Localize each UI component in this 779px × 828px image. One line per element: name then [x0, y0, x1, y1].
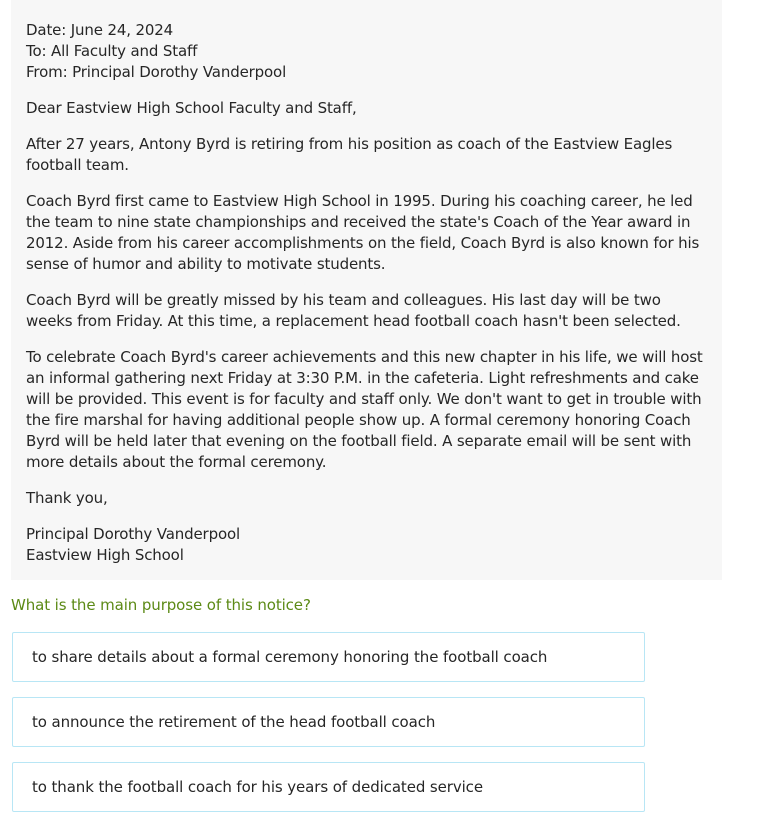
notice-passage: [11, 0, 722, 580]
notice-signature: [26, 524, 707, 566]
notice-sender: From: Principal Dorothy Vanderpool: [26, 63, 287, 81]
signature-school: Eastview High School: [26, 546, 184, 564]
notice-paragraph-1: After 27 years, Antony Byrd is retiring from his position as coach of the Eastview Eagles football team.: [26, 135, 673, 174]
notice-closing: Thank you,: [26, 489, 108, 507]
answer-choice-2[interactable]: to announce the retirement of the head football coach: [12, 697, 645, 747]
notice-paragraph-4: To celebrate Coach Byrd's career achievements and this new chapter in his life, we will host an informal gathering next Friday at 3:30 P.M. in the cafeteria. Light refreshments and cake will be provided. This event is for faculty and staff only. We don't want to get in trouble with the fire marshal for having additional people show up. A formal ceremony honoring Coach Byrd will be held later that evening on the football field. A separate email will be sent with more details about the formal ceremony.: [26, 348, 703, 471]
notice-date: Date: June 24, 2024: [26, 21, 174, 39]
answer-choice-1[interactable]: to share details about a formal ceremony honoring the football coach: [12, 632, 645, 682]
notice-paragraph-3: Coach Byrd will be greatly missed by his team and colleagues. His last day will be two weeks from Friday. At this time, a replacement head football coach hasn't been selected.: [26, 291, 681, 330]
question-prompt: What is the main purpose of this notice?: [11, 596, 311, 614]
notice-greeting: Dear Eastview High School Faculty and Staff,: [26, 99, 357, 117]
signature-name: Principal Dorothy Vanderpool: [26, 525, 241, 543]
notice-header: [26, 20, 707, 83]
notice-paragraph-2: Coach Byrd first came to Eastview High School in 1995. During his coaching career, he led the team to nine state championships and received the state's Coach of the Year award in 2012. Aside from his career accomplishments on the field, Coach Byrd is also known for his sense of humor and ability to motivate students.: [26, 192, 700, 273]
answer-choice-3[interactable]: to thank the football coach for his years of dedicated service: [12, 762, 645, 812]
notice-recipients: To: All Faculty and Staff: [26, 42, 198, 60]
